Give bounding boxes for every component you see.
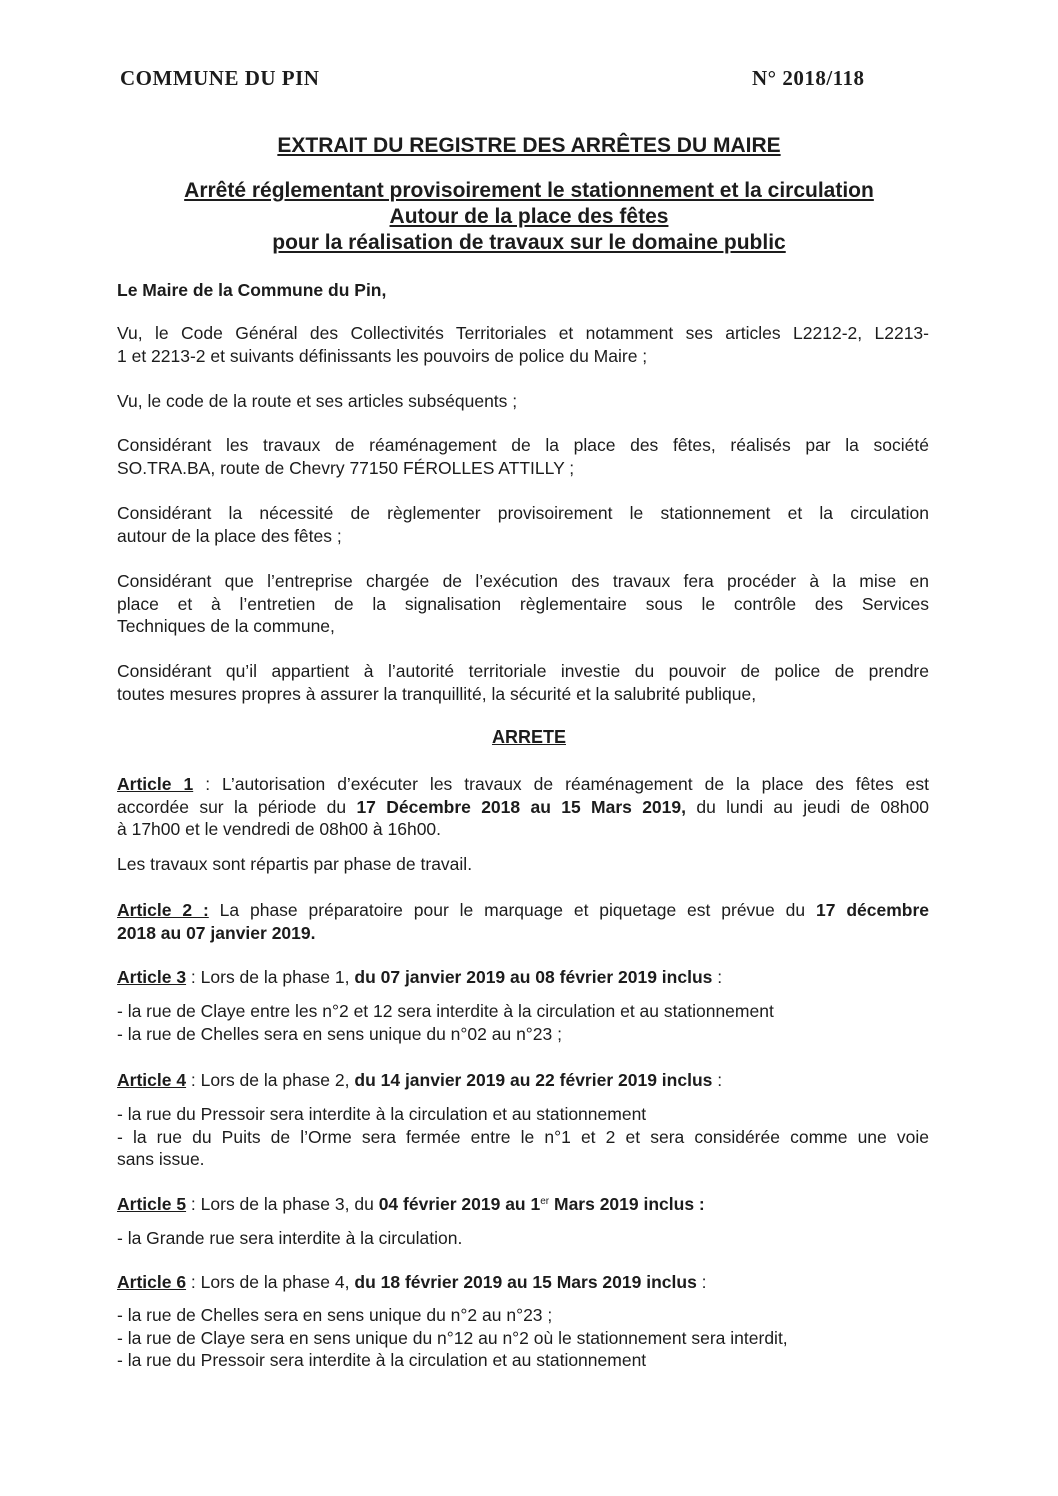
article-5-period-end: Mars 2019 inclus :	[549, 1194, 705, 1214]
arrete-title-line-3: pour la réalisation de travaux sur le domaine public	[272, 231, 786, 254]
article-1-period: 17 Décembre 2018 au 15 Mars 2019,	[356, 796, 686, 817]
considerant-autorite	[117, 660, 929, 705]
article-2-line-2	[117, 922, 929, 945]
arrete-heading: ARRETE	[491, 727, 566, 747]
article-1-line-2	[117, 796, 929, 819]
article-3-colon: :	[712, 967, 723, 987]
article-4	[117, 1069, 929, 1092]
list-item-continuation: sans issue.	[117, 1149, 205, 1169]
article-2-date-start: 17 décembre	[816, 900, 930, 920]
considerant-necessite	[117, 502, 929, 547]
considerant-entreprise	[117, 570, 929, 638]
article-4-heading	[117, 1069, 929, 1092]
article-1-text-2b: du lundi au jeudi de 08h00	[686, 796, 930, 817]
list-item: - la rue du Puits de l’Orme sera fermée entre le n°1 et 2 et sera considérée comme une voie	[117, 1126, 929, 1147]
article-6-period: du 18 février 2019 au 15 Mars 2019 inclus	[354, 1272, 697, 1292]
article-3	[117, 966, 929, 989]
list-item: - la rue de Claye entre les n°2 et 12 sera interdite à la circulation et au stationnement	[117, 1001, 774, 1021]
article-6-label: Article 6	[117, 1272, 187, 1292]
article-5-heading	[117, 1193, 929, 1216]
article-3-period: du 07 janvier 2019 au 08 février 2019 inclus	[354, 967, 713, 987]
commune-name: COMMUNE DU PIN	[120, 66, 320, 90]
arrete-title-line-1: Arrêté réglementant provisoirement le stationnement et la circulation	[184, 179, 874, 202]
article-3-text: : Lors de la phase 1,	[186, 967, 355, 987]
maire-intro	[117, 279, 929, 302]
list-item: - la Grande rue sera interdite à la circulation.	[117, 1228, 463, 1248]
considerant-travaux-line-1: Considérant les travaux de réaménagement de la place des fêtes, réalisés par la société	[117, 435, 929, 455]
vu-code-route-text: Vu, le code de la route et ses articles subséquents ;	[117, 391, 518, 411]
arrete-number: N° 2018/118	[752, 66, 865, 90]
article-4-label: Article 4	[117, 1070, 187, 1090]
article-2-date-end: 2018 au 07 janvier 2019.	[117, 922, 316, 943]
list-item: - la rue de Chelles sera en sens unique du n°2 au n°23 ;	[117, 1305, 553, 1325]
article-4-list	[117, 1103, 929, 1171]
article-1-label: Article 1	[117, 774, 194, 794]
article-6-text: : Lors de la phase 4,	[186, 1272, 355, 1292]
article-1-line-1	[117, 773, 929, 796]
arrete-title-line-2: Autour de la place des fêtes	[389, 205, 669, 228]
article-6-list	[117, 1304, 929, 1372]
considerant-necessite-line-2: autour de la place des fêtes ;	[117, 525, 342, 546]
article-4-text: : Lors de la phase 2,	[186, 1070, 355, 1090]
considerant-autorite-line-1: Considérant qu’il appartient à l’autorité territoriale investie du pouvoir de police de prendre	[117, 661, 929, 681]
list-item: - la rue du Pressoir sera interdite à la circulation et au stationnement	[117, 1350, 647, 1370]
vu-cgct-line-2: 1 et 2213-2 et suivants définissants les pouvoirs de police du Maire ;	[117, 345, 648, 366]
article-2-label: Article 2 :	[117, 900, 209, 920]
considerant-travaux-line-2: SO.TRA.BA, route de Chevry 77150 FÉROLLES ATTILLY ;	[117, 457, 575, 478]
article-2-text-1: La phase préparatoire pour le marquage et piquetage est prévue du	[208, 900, 816, 920]
extrait-title: EXTRAIT DU REGISTRE DES ARRÊTES DU MAIRE	[277, 134, 781, 157]
article-5-period-start: 04 février 2019 au 1	[378, 1194, 541, 1214]
considerant-autorite-line-2: toutes mesures propres à assurer la tranquillité, la sécurité et la salubrité publique,	[117, 683, 757, 704]
list-item: - la rue de Claye sera en sens unique du n°12 au n°2 où le stationnement sera interdit,	[117, 1327, 788, 1348]
article-6-colon: :	[696, 1272, 707, 1292]
article-6	[117, 1271, 929, 1294]
article-1-text-1: : L’autorisation d’exécuter les travaux de réaménagement de la place des fêtes est	[193, 774, 929, 794]
article-6-heading	[117, 1271, 929, 1294]
vu-cgct	[117, 322, 929, 367]
article-3-heading	[117, 966, 929, 989]
article-1-text-2a: accordée sur la période du	[117, 796, 357, 817]
considerant-necessite-line-1: Considérant la nécessité de règlementer provisoirement le stationnement et la circulation	[117, 503, 929, 523]
article-2	[117, 899, 929, 944]
article-5	[117, 1193, 929, 1216]
article-5-label: Article 5	[117, 1194, 187, 1214]
considerant-entreprise-line-3: Techniques de la commune,	[117, 616, 335, 636]
vu-cgct-line-1: Vu, le Code Général des Collectivités Territoriales et notamment ses articles L2212-2, L2213-	[117, 323, 929, 343]
list-item: - la rue de Chelles sera en sens unique du n°02 au n°23 ;	[117, 1023, 562, 1044]
article-3-label: Article 3	[117, 967, 187, 987]
article-5-superscript: er	[540, 1196, 550, 1207]
considerant-travaux	[117, 434, 929, 479]
vu-code-route	[117, 390, 929, 413]
article-1-phases-text: Les travaux sont répartis par phase de travail.	[117, 854, 473, 874]
article-4-period: du 14 janvier 2019 au 22 février 2019 inclus	[354, 1070, 713, 1090]
maire-intro-text: Le Maire de la Commune du Pin,	[117, 280, 387, 300]
article-5-text: : Lors de la phase 3, du	[186, 1194, 379, 1214]
article-1-line-3: à 17h00 et le vendredi de 08h00 à 16h00.	[117, 819, 442, 839]
considerant-entreprise-line-2: place et à l’entretien de la signalisation règlementaire sous le contrôle des Services	[117, 593, 929, 614]
considerant-entreprise-line-1: Considérant que l’entreprise chargée de l’exécution des travaux fera procéder à la mise en	[117, 571, 929, 591]
list-item: - la rue du Pressoir sera interdite à la circulation et au stationnement	[117, 1104, 647, 1124]
article-5-list	[117, 1227, 929, 1250]
article-4-colon: :	[712, 1070, 723, 1090]
article-1	[117, 773, 929, 841]
article-3-list	[117, 1000, 929, 1045]
article-2-line-1	[117, 899, 929, 922]
article-1-phases	[117, 853, 929, 876]
